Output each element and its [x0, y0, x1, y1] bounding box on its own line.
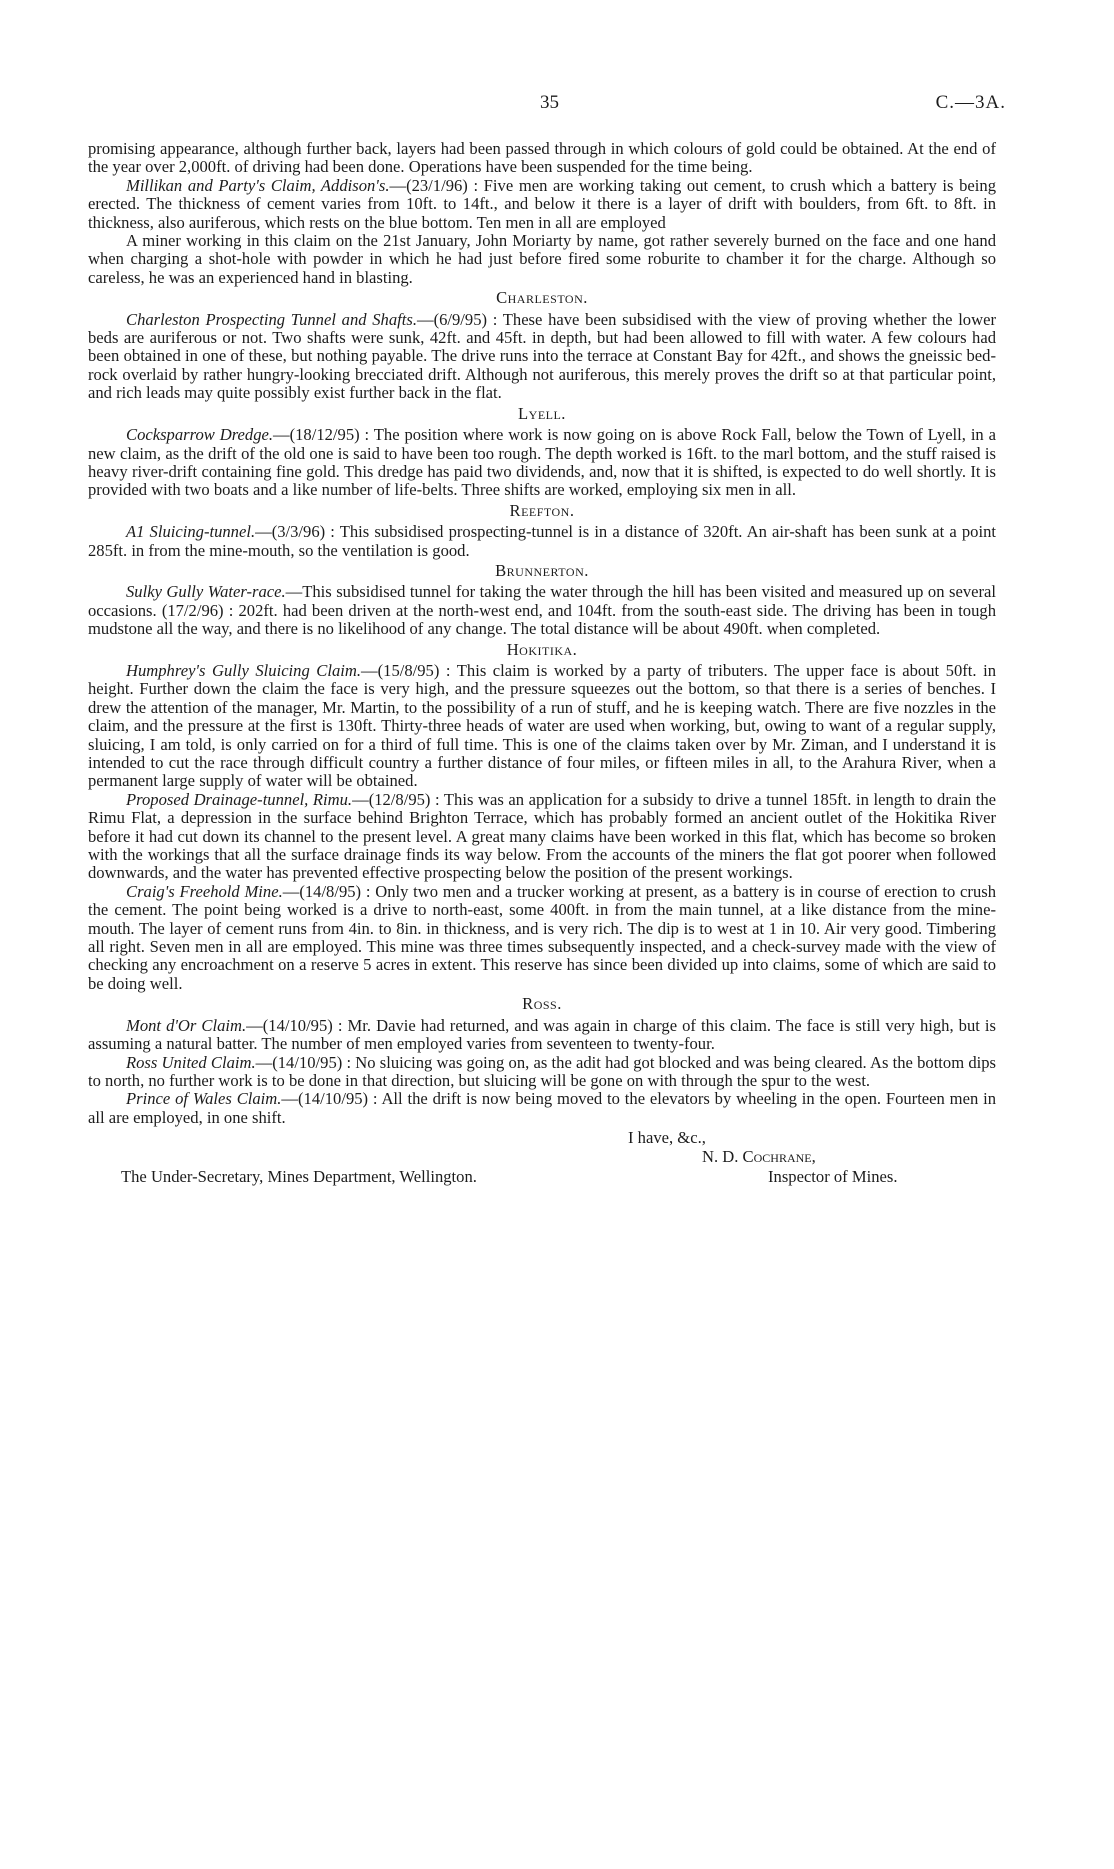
paragraph-text: —(18/12/95) : The position where work is now going on is above Rock Fall, below the Town of Lyell, in a new claim, as the drift of the old one is said to have been too rough. The depth worked is 16ft. to the marl bottom, and the stuff raised is heavy river-drift containing fine gold. This dredge has paid two dividends, and, now that it is shifted, is expected to do well shortly. It is provided with two boats and a like number of life-belts. Three shifts are worked, employing six men in all. [88, 425, 996, 500]
paragraph-sulky-gully [88, 583, 996, 638]
paragraph-charleston-tunnel [88, 311, 996, 403]
body-text [88, 140, 996, 1191]
paragraph-title: Cocksparrow Dredge. [126, 425, 274, 445]
paragraph-text: —(14/10/95) : All the drift is now being moved to the elevators by wheeling in the open. Fourteen men in all are employed, in one shift. [88, 1089, 996, 1127]
paragraph-continuation [88, 140, 996, 177]
section-heading-lyell: Lyell. [518, 403, 566, 423]
page-header [0, 92, 1114, 118]
paragraph-text: —(15/8/95) : This claim is worked by a party of tributers. The upper face is about 50ft. in height. Further down the claim the face is very high, and the pressure squeezes out the bottom, so that there is a series of benches. I drew the attention of the manager, Mr. Martin, to the possibility of a run of stuff, and he is keeping watch. There are five nozzles in the claim, and the pressure at the first is 130ft. Thirty-three heads of water are used when working, but, owing to want of a regular supply, sluicing, I am told, is only carried on for a third of full time. This is one of the claims taken over by Mr. Ziman, and I understand it is intended to cut the race through difficult country a further distance of four miles, or fifteen miles in all, to the Arahura River, when a permanent large supply of water will be obtained. [88, 660, 996, 791]
paragraph-ross-united [88, 1054, 996, 1091]
closing-line: I have, &c., [628, 1128, 706, 1148]
paragraph-text: —(14/10/95) : Mr. Davie had returned, and was again in charge of this claim. The face is still very high, but is assuming a natural batter. The number of men employed varies from seventeen to twenty-four. [88, 1015, 997, 1054]
paragraph-title: Ross United Claim. [126, 1052, 256, 1072]
section-heading-brunnerton: Brunnerton. [495, 560, 589, 580]
paragraph-text: —This subsidised tunnel for taking the water through the hill has been visited and measured up on several occasions. (17/2/96) : 202ft. had been driven at the north-west end, and 104ft. from the south-east side. The driving has been in tough mudstone all the way, and there is no likelihood of any change. The total distance will be about 490ft. when completed. [88, 582, 996, 639]
paragraph-title: Millikan and Party's Claim, Addison's. [126, 175, 390, 195]
paragraph-a1-sluicing-tunnel [88, 523, 996, 560]
paragraph-title: Mont d'Or Claim. [126, 1015, 247, 1035]
page-number: 35 [540, 92, 559, 113]
paragraph-text: —(14/8/95) : Only two men and a trucker working at present, as a battery is in course of erection to crush the cement. The point being worked is a drive to north-east, some 400ft. in from the main tunnel, at a like distance from the mine-mouth. The layer of cement runs from 4in. to 8in. in thickness, and is very rich. The dip is to west at 1 in 10. Air very good. Timbering all right. Seven men in all are employed. This mine was three times subsequently inspected, and a check-survey made with the view of checking any encroachment on a reserve 5 acres in extent. This reserve has since been divided up into claims, some of which are said to be doing well. [88, 881, 996, 993]
paragraph-millikan-claim [88, 177, 996, 232]
paragraph-title: Prince of Wales Claim. [126, 1089, 282, 1109]
paragraph-text: —(12/8/95) : This was an application for a subsidy to drive a tunnel 185ft. in length to drain the Rimu Flat, a depression in the surface behind Brighton Terrace, which has probably formed an ancient outlet of the Hokitika River before it had cut down its channel to the present level. A great many claims have been worked in this flat, which has become so broken with the workings that all the surface drainage finds its way below. From the accounts of the miners the flat got poorer when followed downwards, and the water has prevented effective prospecting below the position of the present workings. [88, 789, 996, 883]
paragraph-title: Sulky Gully Water-race. [126, 582, 286, 602]
author-designation: Inspector of Mines. [768, 1167, 898, 1187]
paragraph-prince-of-wales [88, 1090, 996, 1127]
paragraph-title: A1 Sluicing-tunnel. [126, 522, 256, 542]
paragraph-text: —(23/1/96) : Five men are working taking out cement, to crush which a battery is being erected. The thickness of cement varies from 10ft. to 14ft., and below it there is a layer of drift with boulders, from 6ft. to 8ft. in thickness, also auriferous, which rests on the blue bottom. Ten men in all are employed [88, 175, 996, 232]
paragraph-text: —(14/10/95) : No sluicing was going on, as the adit had got blocked and was being cleared. As the bottom dips to north, no further work is to be done in that direction, but sluicing will be gone on with through the spur to the west. [88, 1052, 996, 1090]
paragraph-humphreys-gully [88, 662, 996, 791]
paragraph-rimu-drainage [88, 791, 996, 883]
paragraph-text: —(3/3/96) : This subsidised prospecting-tunnel is in a distance of 320ft. An air-shaft has been sunk at a point 285ft. in from the mine-mouth, so the ventilation is good. [88, 522, 996, 560]
paragraph-title: Proposed Drainage-tunnel, Rimu. [126, 789, 353, 809]
addressee-line: The Under-Secretary, Mines Department, Wellington. [121, 1167, 477, 1187]
paragraph-title: Humphrey's Gully Sluicing Claim. [126, 660, 362, 680]
document-reference: C.—3A. [935, 92, 1006, 113]
section-heading-hokitika: Hokitika. [506, 639, 578, 659]
section-heading-charleston: Charleston. [496, 288, 588, 308]
section-heading-reefton: Reefton. [509, 500, 575, 520]
paragraph-title: Charleston Prospecting Tunnel and Shafts. [126, 309, 417, 329]
author-signature: N. D. Cochrane, [702, 1147, 816, 1167]
paragraph-text: A miner working in this claim on the 21st January, John Moriarty by name, got rather severely burned on the face and one hand when charging a shot-hole with powder in which he had just before fired some roburite to chamber it for the charge. Although so careless, he was an experienced hand in blasting. [88, 231, 996, 287]
paragraph-craigs-freehold [88, 883, 996, 993]
paragraph-text: —(6/9/95) : These have been subsidised with the view of proving whether the lower beds are auriferous or not. Two shafts were sunk, 42ft. and 45ft. in depth, but had been allowed to fill with water. A few colours had been obtained in one of these, but nothing payable. The drive runs into the terrace at Constant Bay for 42ft., and shows the gneissic bed-rock overlaid by rather hungry-looking brecciated drift. Although not auriferous, this merely proves the drift so at that particular point, and rich leads may quite possibly exist further back in the flat. [88, 309, 996, 403]
paragraph-title: Craig's Freehold Mine. [126, 881, 283, 901]
signature-block [88, 1129, 996, 1191]
paragraph-miner-accident [88, 232, 996, 287]
paragraph-text: promising appearance, although further back, layers had been passed through in which colours of gold could be obtained. At the end of the year over 2,000ft. of driving had been done. Operations have been suspended for the time being. [88, 139, 996, 177]
paragraph-cocksparrow-dredge [88, 426, 996, 500]
paragraph-mont-dor [88, 1017, 996, 1054]
section-heading-ross: Ross. [522, 994, 562, 1014]
